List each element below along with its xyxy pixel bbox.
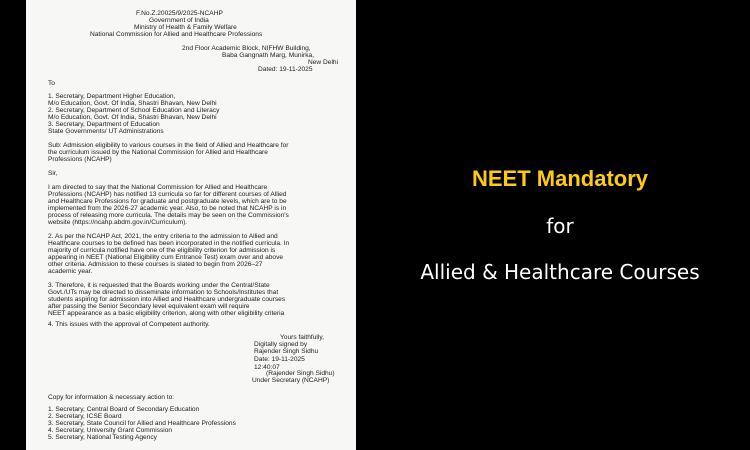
paragraph-line: 2. As per the NCAHP Act, 2021, the entry criteria to the admission to Allied and (48, 233, 278, 240)
address-line: Baba Gangnath Marg, Munirka, (222, 52, 314, 59)
copy-recipient: 4. Secretary, University Grant Commission (48, 427, 173, 434)
recipient-line: M/o Education, Govt. Of India, Shastri Bhavan, New Delhi (48, 100, 217, 107)
paragraph-line: Govt./UTs may be directed to disseminate information to Schools/Institutes that (48, 289, 279, 296)
signer-name: (Rajender Singh Sidhu) (266, 370, 335, 377)
header-ministry: Ministry of Health & Family Welfare (134, 24, 237, 31)
promo-title: NEET Mandatory (471, 166, 649, 191)
copy-recipient: 1. Secretary, Central Board of Secondary Education (48, 406, 200, 413)
copy-recipient: 2. Secretary, ICSE Board (48, 413, 122, 420)
paragraph-line: after passing the Senior Secondary level equivalent exam will require (48, 303, 250, 310)
paragraph-line: Healthcare courses to be defined has been incorporated in the notified curricula. In (48, 240, 290, 247)
copy-recipient: 5. Secretary, National Testing Agency (48, 434, 157, 441)
address-line: 2nd Floor Academic Block, NIFHW Building, (182, 45, 311, 52)
paragraph-line: website (https://ncahp.abdm.gov.in/Curriculum). (48, 219, 188, 226)
paragraph-line: other criteria. Admission to these courses is slated to begin from 2026–27 (48, 261, 263, 268)
letter-date: Dated: 19-11-2025 (258, 66, 313, 73)
to-label: To (48, 80, 55, 87)
recipient-line: State Governments/ UT Administrations (48, 128, 164, 135)
recipient-line: 3. Secretary, Department of Education (48, 121, 160, 128)
subject-line: the curriculum issued by the National Commission for Allied and Healthcare (48, 149, 268, 156)
recipient-line: M/o Education, Govt. Of India, Shastri Bhavan, New Delhi (48, 114, 217, 121)
paragraph-line: 3. Therefore, it is requested that the Boards working under the Central/State (48, 282, 270, 289)
signature-line: Date: 19-11-2025 (254, 356, 305, 363)
paragraph-line: academic year. (48, 268, 93, 275)
header-commission: National Commission for Allied and Healthcare Professions (90, 31, 263, 38)
paragraph-line: NEET appearance as a basic eligibility criterion, along with other eligibility criteria (48, 310, 285, 317)
paragraph-line: implemented from the 2026-27 academic year. Also, to be noted that NCAHP is in (48, 205, 287, 212)
address-line: New Delhi (308, 59, 339, 66)
signature-line: Digitally signed by (254, 341, 308, 348)
approval-line: 4. This issues with the approval of Competent authority. (48, 321, 210, 328)
copy-recipient: 3. Secretary, State Council for Allied and Healthcare Professions (48, 420, 236, 427)
signature-line: Rajender Singh Sidhu (254, 348, 319, 355)
subject-line: Sub: Admission eligibility to various courses in the field of Allied and Healthcare for (48, 142, 289, 149)
signer-title: Under Secretary (NCAHP) (252, 377, 330, 384)
salutation: Sir, (48, 170, 58, 177)
header-government: Government of India (149, 17, 209, 24)
government-letter (26, 0, 356, 450)
signature-line: 12:40:07 (254, 364, 280, 371)
paragraph-line: and Healthcare Professions for graduate and postgraduate levels, which are to be (48, 198, 287, 205)
closing: Yours faithfully, (280, 334, 324, 341)
recipient-line: 1. Secretary, Department Higher Education, (48, 93, 176, 100)
file-number: F.No.Z.20025/9/2025-NCAHP (136, 10, 223, 17)
subject-line: Professions (NCAHP) (48, 156, 112, 163)
recipient-line: 2. Secretary, Department of School Education and Literacy (48, 107, 220, 114)
paragraph-line: I am directed to say that the National Commission for Allied and Healthcare (48, 184, 268, 191)
promo-connector: for (546, 214, 574, 238)
promo-panel (370, 0, 750, 450)
paragraph-line: majority of curricula notified have one of the eligibility criterion for admission is (48, 247, 276, 254)
paragraph-line: appearing in NEET (National Eligibility cum Entrance Test) exam over and above (48, 254, 284, 261)
copy-heading: Copy for information & necessary action to: (48, 394, 175, 401)
promo-subtitle: Allied & Healthcare Courses (420, 260, 700, 284)
paragraph-line: students aspiring for admission into Allied and Healthcare undergraduate courses (48, 296, 286, 303)
paragraph-line: process of releasing more curricula. The details may be seen on the Commission's (48, 212, 289, 219)
paragraph-line: Professions (NCAHP) has notified 13 curricula so far for different courses of Allied (48, 191, 287, 198)
